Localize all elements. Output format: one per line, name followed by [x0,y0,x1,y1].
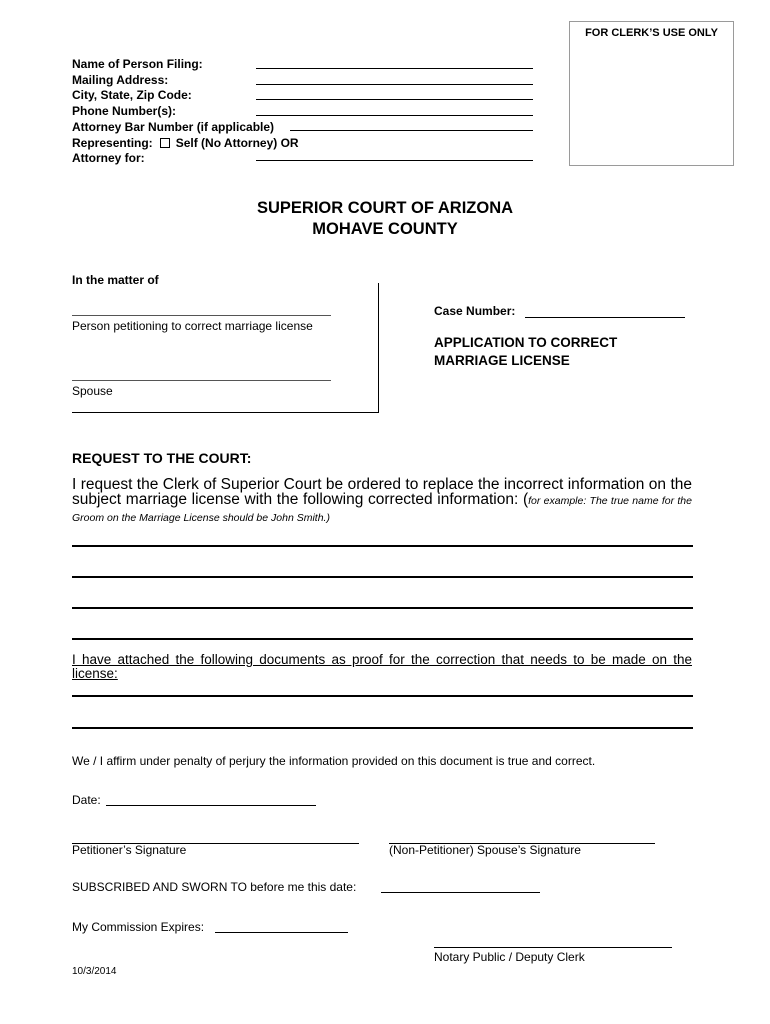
spouse-signature-label: (Non-Petitioner) Spouse’s Signature [389,843,581,857]
self-checkbox[interactable] [160,138,170,148]
application-title-line2: MARRIAGE LICENSE [434,353,570,368]
request-text [72,477,692,526]
revision-date: 10/3/2014 [72,966,117,977]
caption-bottom-rule [72,412,378,413]
correction-line-3[interactable] [72,607,693,609]
sworn-label: SUBSCRIBED AND SWORN TO before me this date: [72,880,357,894]
court-title [0,198,770,240]
clerk-use-label: FOR CLERK’S USE ONLY [585,27,718,39]
address-field[interactable] [256,84,533,85]
notary-label: Notary Public / Deputy Clerk [434,950,585,964]
representing-row [72,136,299,152]
correction-line-2[interactable] [72,576,693,578]
application-title [434,334,617,370]
date-field[interactable] [106,805,316,806]
petitioner-field[interactable] [72,315,331,316]
name-label: Name of Person Filing: [72,57,203,71]
commission-field[interactable] [215,932,348,933]
self-option-label: Self (No Attorney) OR [175,135,299,150]
bar-number-label: Attorney Bar Number (if applicable) [72,119,275,134]
petitioner-signature-label: Petitioner’s Signature [72,843,187,857]
representing-label: Representing: [72,135,153,150]
spouse-field[interactable] [72,380,331,381]
application-title-line1: APPLICATION TO CORRECT [434,335,618,350]
case-number-label: Case Number: [434,304,516,318]
clerk-use-box [569,21,734,166]
attachments-line-2[interactable] [72,727,693,729]
county-name: MOHAVE COUNTY [312,220,458,238]
request-heading: REQUEST TO THE COURT: [72,450,252,466]
commission-label: My Commission Expires: [72,920,205,934]
petitioner-label: Person petitioning to correct marriage license [72,319,313,333]
bar-number-field[interactable] [290,130,533,131]
correction-line-4[interactable] [72,638,693,640]
date-label: Date: [72,793,101,807]
case-number-field[interactable] [525,317,685,318]
request-example: for example: The true name for the Groom on the Marriage License should be John Smith. [72,495,692,524]
phone-label: Phone Number(s): [72,104,177,119]
attachments-text: I have attached the following documents as proof for the correction that needs to be made on the license: [72,652,692,681]
attorney-for-label: Attorney for: [72,151,145,166]
court-name: SUPERIOR COURT OF ARIZONA [256,199,514,217]
name-field[interactable] [256,68,533,69]
address-label: Mailing Address: [72,72,169,87]
request-close: ) [326,512,330,524]
spouse-label: Spouse [72,384,113,398]
city-label: City, State, Zip Code: [72,88,192,103]
sworn-date-field[interactable] [381,892,540,893]
notary-signature-field[interactable] [434,947,672,948]
request-body: I request the Clerk of Superior Court be ordered to replace the incorrect information on the subject marriage license with the following corrected information: ( [72,476,692,508]
phone-field[interactable] [256,115,533,116]
attorney-for-field[interactable] [256,160,533,161]
caption-divider [378,283,379,413]
filer-info [72,57,299,167]
attachments-line-1[interactable] [72,695,693,697]
affirmation-text: We / I affirm under penalty of perjury the information provided on this document is true and correct. [72,754,596,768]
city-field[interactable] [256,99,533,100]
matter-label: In the matter of [72,273,159,287]
correction-line-1[interactable] [72,545,693,547]
